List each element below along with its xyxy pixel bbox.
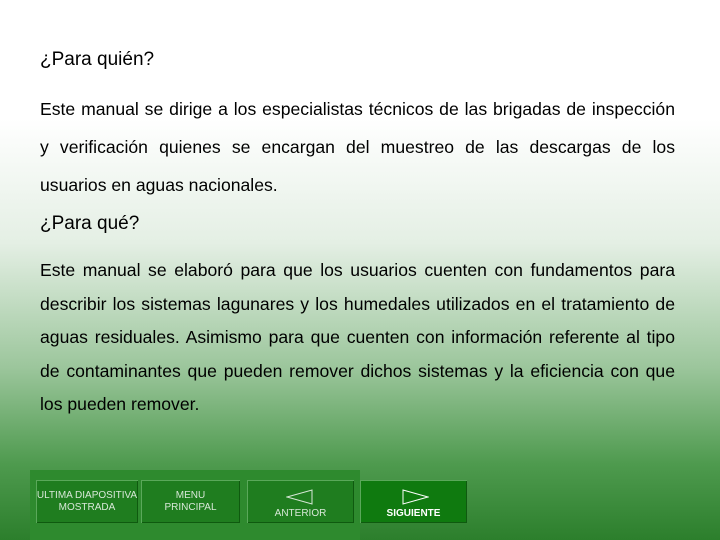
section-body-para-quien: Este manual se dirige a los especialistas técnicos de las brigadas de inspección y verificación quienes se encargan del muestreo de las descargas de los usuarios en aguas nacionales. bbox=[40, 99, 675, 195]
section-heading-para-que: ¿Para qué? bbox=[40, 213, 140, 234]
main-menu-button[interactable] bbox=[141, 480, 240, 523]
last-slide-label-line1: ULTIMA DIAPOSITIVA bbox=[36, 489, 138, 501]
previous-label: ANTERIOR bbox=[274, 508, 327, 519]
left-arrow-icon bbox=[286, 489, 316, 505]
right-arrow-icon bbox=[399, 489, 429, 505]
last-slide-shown-button[interactable] bbox=[36, 480, 138, 523]
menu-label-line1: MENU bbox=[175, 489, 206, 501]
last-slide-label-line2: MOSTRADA bbox=[58, 501, 116, 513]
next-label: SIGUIENTE bbox=[386, 508, 441, 519]
previous-button[interactable] bbox=[247, 480, 354, 523]
next-button[interactable] bbox=[360, 480, 467, 523]
menu-label-line2: PRINCIPAL bbox=[164, 501, 217, 513]
section-heading-para-quien: ¿Para quién? bbox=[40, 49, 155, 70]
section-body-para-que: Este manual se elaboró para que los usuarios cuenten con fundamentos para describir los sistemas lagunares y los humedales utilizados en el tratamiento de aguas residuales. Asimismo para que cuenten con información referente al tipo de contaminantes que pueden remover dichos sistemas y la eficiencia con que los pueden remover. bbox=[40, 260, 675, 414]
